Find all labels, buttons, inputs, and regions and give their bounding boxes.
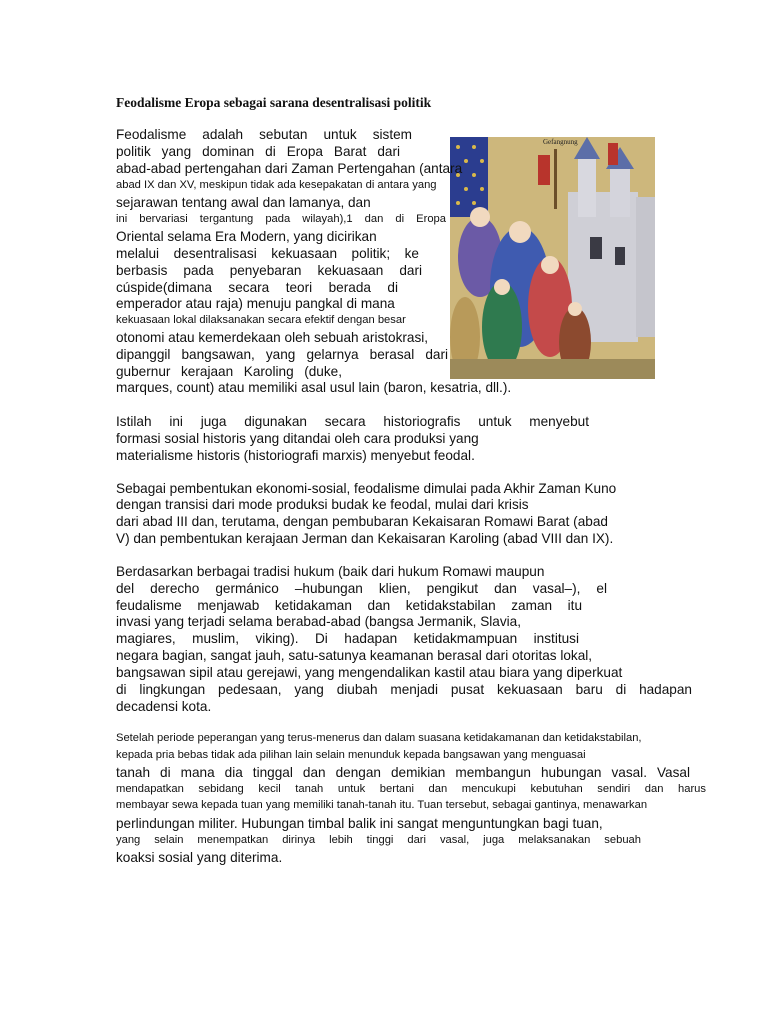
text-line: di lingkungan pedesaan, yang diubah menjadi pusat kekuasaan baru di hadapan — [116, 682, 692, 697]
text-line: invasi yang terjadi selama berabad-abad (bangsa Jermanik, Slavia, — [116, 614, 522, 629]
text-line: tanah di mana dia tinggal dan dengan demikian membangun hubungan vasal. Vasal — [116, 765, 690, 780]
text-line: Istilah ini juga digunakan secara historiografis untuk menyebut — [116, 414, 589, 429]
text-line: negara bagian, sangat jauh, satu-satunya keamanan berasal dari otoritas lokal, — [116, 648, 593, 663]
miniature-painting — [450, 137, 655, 379]
document-title: Feodalisme Eropa sebagai sarana desentralisasi politik — [116, 95, 432, 110]
text-line: abad IX dan XV, meskipun tidak ada kesepakatan di antara yang — [116, 179, 437, 191]
text-line: abad-abad pertengahan dari Zaman Pertengahan (antara — [116, 161, 463, 176]
text-line: Feodalisme adalah sebutan untuk sistem — [116, 127, 412, 142]
text-line: mendapatkan sebidang kecil tanah untuk bertani dan mencukupi kebutuhan sendiri dan harus — [116, 783, 706, 795]
text-line: materialisme historis (historiografi marxis) menyebut feodal. — [116, 448, 475, 463]
text-line: Setelah periode peperangan yang terus-menerus dan dalam suasana ketidakamanan dan ketidakstabilan, — [116, 732, 642, 744]
medieval-illustration — [450, 137, 655, 379]
text-line: magiares, muslim, viking). Di hadapan ketidakmampuan institusi — [116, 631, 579, 646]
text-line: ini bervariasi tergantung pada wilayah),1 dan di Eropa — [116, 213, 446, 225]
text-line: kekuasaan lokal dilaksanakan secara efektif dengan besar — [116, 314, 406, 326]
text-line: del derecho germánico –hubungan klien, pengikut dan vasal–), el — [116, 581, 607, 596]
text-line: formasi sosial historis yang ditandai oleh cara produksi yang — [116, 431, 479, 446]
text-line: koaksi sosial yang diterima. — [116, 850, 283, 865]
text-line: bangsawan sipil atau gerejawi, yang mengendalikan kastil atau biara yang diperkuat — [116, 665, 623, 680]
text-line: melalui desentralisasi kekuasaan politik; ke — [116, 246, 419, 261]
text-line: otonomi atau kemerdekaan oleh sebuah aristokrasi, — [116, 330, 429, 345]
text-line: kepada pria bebas tidak ada pilihan lain selain menunduk kepada bangsawan yang menguasai — [116, 749, 586, 761]
text-line: politik yang dominan di Eropa Barat dari — [116, 144, 400, 159]
text-line: emperador atau raja) menuju pangkal di mana — [116, 296, 395, 311]
text-line: perlindungan militer. Hubungan timbal balik ini sangat menguntungkan bagi tuan, — [116, 816, 603, 831]
text-line: cúspide(dimana secara teori berada di — [116, 280, 398, 295]
text-line: yang selain menempatkan dirinya lebih tinggi dari vasal, juga melaksanakan sebuah — [116, 834, 641, 846]
text-line: berbasis pada penyebaran kekuasaan dari — [116, 263, 422, 278]
text-line: Sebagai pembentukan ekonomi-sosial, feodalisme dimulai pada Akhir Zaman Kuno — [116, 481, 617, 496]
text-line: Oriental selama Era Modern, yang dicirikan — [116, 229, 377, 244]
text-line: feudalisme menjawab ketidakaman dan ketidakstabilan zaman itu — [116, 598, 582, 613]
text-line: dari abad III dan, terutama, dengan pembubaran Kekaisaran Romawi Barat (abad — [116, 514, 608, 529]
text-line: membayar sewa kepada tuan yang memiliki tanah-tanah itu. Tuan tersebut, sebagai gantinya, menawarkan — [116, 799, 648, 811]
text-line: gubernur kerajaan Karoling (duke, — [116, 364, 342, 379]
text-line: sejarawan tentang awal dan lamanya, dan — [116, 195, 371, 210]
text-line: dengan transisi dari mode produksi budak ke feodal, mulai dari krisis — [116, 497, 529, 512]
text-line: Berdasarkan berbagai tradisi hukum (baik dari hukum Romawi maupun — [116, 564, 545, 579]
text-line: decadensi kota. — [116, 699, 212, 714]
text-line: marques, count) atau memiliki asal usul lain (baron, kesatria, dll.). — [116, 380, 512, 395]
text-line: V) dan pembentukan kerajaan Jerman dan Kekaisaran Karoling (abad VIII dan IX). — [116, 531, 614, 546]
illustration-caption: Gefangnung — [543, 138, 578, 146]
text-line: dipanggil bangsawan, yang gelarnya berasal dari — [116, 347, 448, 362]
